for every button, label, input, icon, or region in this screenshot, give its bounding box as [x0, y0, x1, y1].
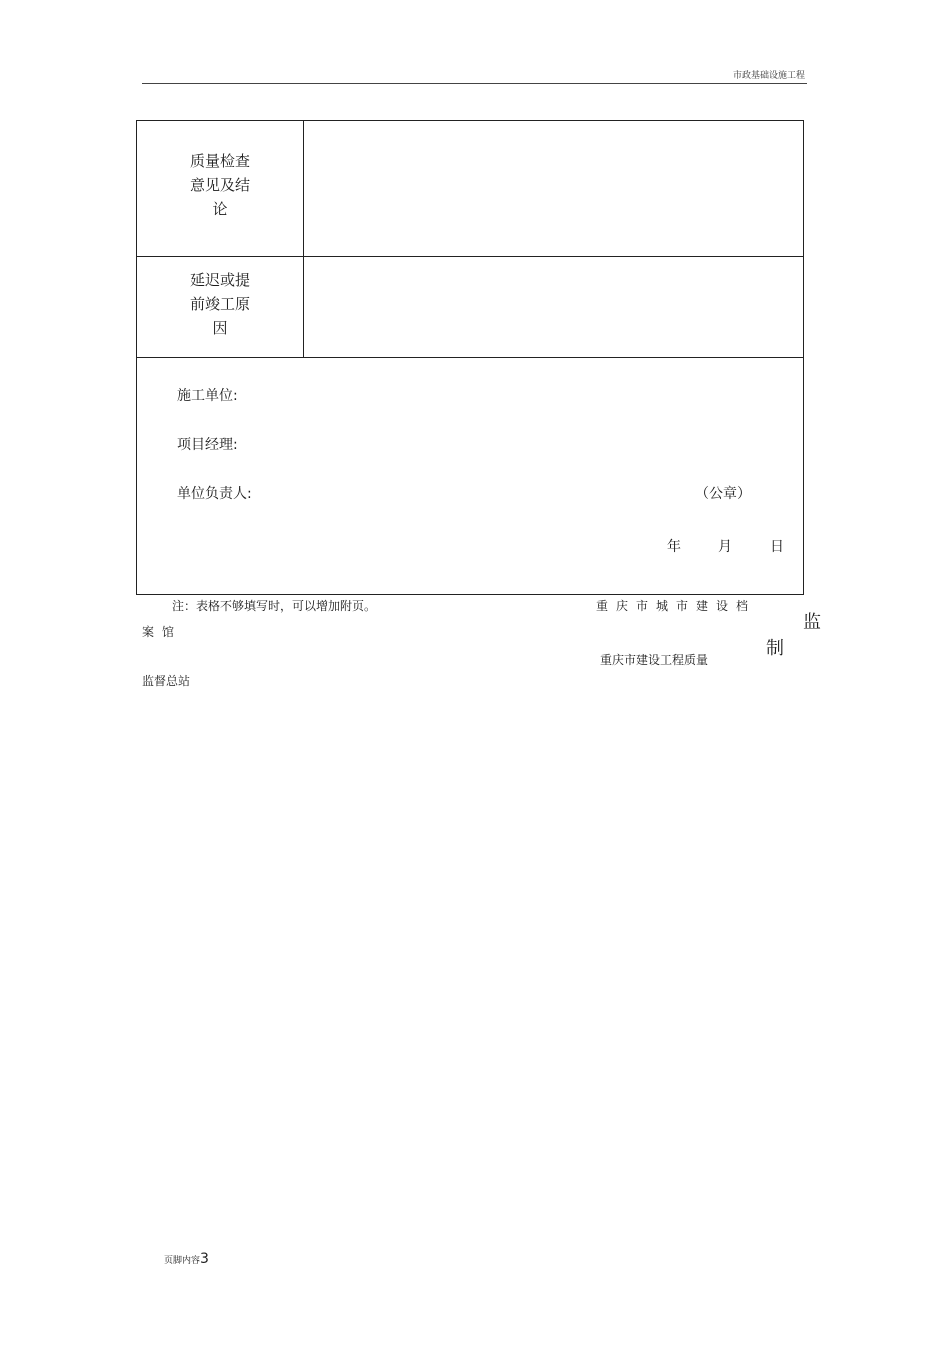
- inspection-form-table: [136, 120, 804, 595]
- unit-head-label: 单位负责人:: [177, 486, 252, 502]
- delay-reason-label: 延迟或提 前竣工原 因: [189, 271, 250, 337]
- date-day-label: 日: [770, 539, 784, 555]
- page-number: 3: [200, 1251, 209, 1267]
- archive-maker-line1: 重庆市城市建设档: [596, 599, 757, 613]
- project-manager-label: 项目经理:: [177, 437, 238, 453]
- quality-station-line2: 监督总站: [142, 674, 191, 688]
- header-title: 市政基础设施工程: [733, 71, 806, 81]
- construction-unit-label: 施工单位:: [177, 388, 238, 404]
- quality-station-line1: 重庆市建设工程质量: [600, 653, 709, 667]
- footer-label: 页脚内容: [164, 1256, 201, 1266]
- supervision-char: 监: [803, 612, 821, 633]
- form-note: 注：表格不够填写时，可以增加附页。: [172, 599, 377, 613]
- quality-check-label: 质量检查 意见及结 论: [189, 152, 250, 218]
- date-year-label: 年: [667, 539, 681, 555]
- date-month-label: 月: [718, 539, 732, 555]
- row-divider-1: [137, 256, 803, 257]
- made-char: 制: [766, 638, 784, 659]
- row-divider-2: [137, 357, 803, 358]
- archive-maker-line2: 案馆: [142, 625, 183, 639]
- header-rule: [142, 83, 807, 84]
- label-column-divider: [303, 121, 304, 357]
- page-footer: [164, 1251, 209, 1267]
- official-seal-label: （公章）: [695, 486, 751, 502]
